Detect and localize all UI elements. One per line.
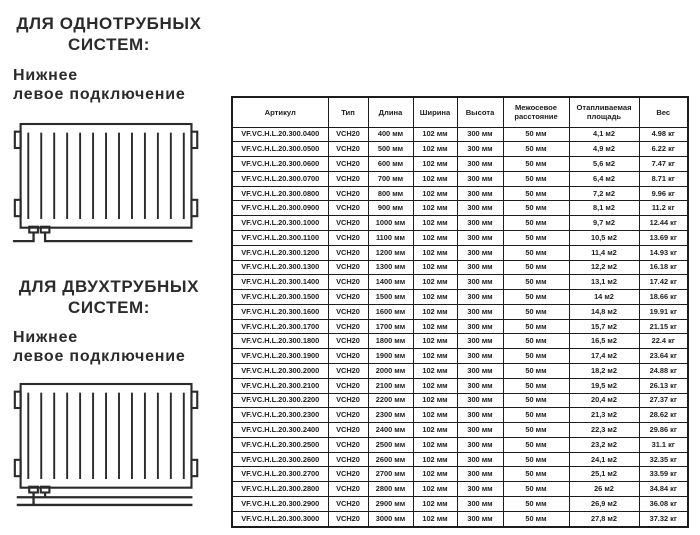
table-cell: 300 мм [457,186,503,201]
table-cell: VCH20 [328,349,368,364]
table-cell: VF.VC.H.L.20.300.0700 [232,171,328,186]
table-cell: 14 м2 [569,290,639,305]
table-cell: 50 мм [503,349,569,364]
table-cell: 8.71 кг [639,171,688,186]
table-cell: 500 мм [368,142,413,157]
table-row [232,290,688,305]
table-cell: 102 мм [413,186,457,201]
table-cell: 1000 мм [368,216,413,231]
table-cell: 50 мм [503,260,569,275]
table-cell: VCH20 [328,216,368,231]
table-cell: 50 мм [503,157,569,172]
table-cell: VCH20 [328,290,368,305]
table-row [232,437,688,452]
table-cell: 26,9 м2 [569,497,639,512]
single-pipe-section-title [0,13,218,55]
table-cell: VF.VC.H.L.20.300.1800 [232,334,328,349]
table-cell: 37.32 кг [639,511,688,527]
table-cell: 29.86 кг [639,423,688,438]
subtitle-line: левое подключение [13,86,186,103]
table-cell: 24,1 м2 [569,452,639,467]
table-row [232,378,688,393]
table-cell: 50 мм [503,127,569,142]
table-cell: 102 мм [413,497,457,512]
radiator-spec-table [231,96,689,528]
column-header: Межосевое расстояние [503,97,569,127]
table-cell: VCH20 [328,157,368,172]
table-cell: 400 мм [368,127,413,142]
table-cell: 16.18 кг [639,260,688,275]
table-cell: VCH20 [328,319,368,334]
table-cell: 1500 мм [368,290,413,305]
table-cell: VCH20 [328,230,368,245]
table-cell: 50 мм [503,452,569,467]
table-cell: 300 мм [457,142,503,157]
table-cell: VF.VC.H.L.20.300.2800 [232,482,328,497]
table-cell: 102 мм [413,482,457,497]
table-cell: 50 мм [503,423,569,438]
table-cell: 21,3 м2 [569,408,639,423]
table-cell: 23.64 кг [639,349,688,364]
table-cell: VF.VC.H.L.20.300.0800 [232,186,328,201]
table-cell: 11.2 кг [639,201,688,216]
table-cell: 50 мм [503,230,569,245]
table-cell: VCH20 [328,393,368,408]
table-cell: 102 мм [413,467,457,482]
table-cell: VCH20 [328,408,368,423]
table-cell: VCH20 [328,171,368,186]
table-cell: 19.91 кг [639,304,688,319]
table-cell: VCH20 [328,275,368,290]
table-cell: VF.VC.H.L.20.300.0900 [232,201,328,216]
table-cell: 14,8 м2 [569,304,639,319]
table-cell: 50 мм [503,186,569,201]
header-row [232,97,688,127]
radiator-two-pipe-drawing [11,379,203,509]
table-cell: 300 мм [457,230,503,245]
table-row [232,275,688,290]
table-row [232,245,688,260]
table-cell: VF.VC.H.L.20.300.1700 [232,319,328,334]
table-cell: 102 мм [413,230,457,245]
table-cell: VCH20 [328,378,368,393]
table-cell: 34.84 кг [639,482,688,497]
table-row [232,319,688,334]
table-cell: 23,2 м2 [569,437,639,452]
title-line: ДЛЯ ДВУХТРУБНЫХ [18,277,200,296]
table-cell: 1300 мм [368,260,413,275]
table-cell: 1900 мм [368,349,413,364]
table-cell: 33.59 кг [639,467,688,482]
table-cell: 18.66 кг [639,290,688,305]
table-cell: 26 м2 [569,482,639,497]
title-line: СИСТЕМ: [67,35,151,54]
table-cell: 300 мм [457,201,503,216]
table-cell: 50 мм [503,319,569,334]
table-row [232,452,688,467]
table-cell: 1600 мм [368,304,413,319]
table-cell: 2300 мм [368,408,413,423]
table-cell: 300 мм [457,437,503,452]
table-cell: 50 мм [503,171,569,186]
table-cell: 3000 мм [368,511,413,527]
table-cell: 102 мм [413,349,457,364]
table-cell: 2000 мм [368,364,413,379]
table-cell: 50 мм [503,142,569,157]
table-cell: 300 мм [457,245,503,260]
table-cell: 15,7 м2 [569,319,639,334]
table-cell: 6,4 м2 [569,171,639,186]
table-cell: VCH20 [328,452,368,467]
table-cell: 1200 мм [368,245,413,260]
table-cell: 300 мм [457,511,503,527]
table-cell: 2500 мм [368,437,413,452]
table-cell: 50 мм [503,275,569,290]
table-row [232,349,688,364]
table-cell: VF.VC.H.L.20.300.2700 [232,467,328,482]
table-cell: 24.88 кг [639,364,688,379]
table-cell: 25,1 м2 [569,467,639,482]
title-line: ДЛЯ ОДНОТРУБНЫХ [16,14,202,33]
table-cell: VF.VC.H.L.20.300.1600 [232,304,328,319]
table-cell: VCH20 [328,127,368,142]
table-cell: 50 мм [503,334,569,349]
table-cell: VF.VC.H.L.20.300.3000 [232,511,328,527]
table-cell: 300 мм [457,319,503,334]
table-cell: 7.47 кг [639,157,688,172]
table-cell: 50 мм [503,364,569,379]
radiator-single-pipe-drawing [11,119,203,249]
table-row [232,482,688,497]
table-cell: 1400 мм [368,275,413,290]
table-cell: 32.35 кг [639,452,688,467]
table-cell: VF.VC.H.L.20.300.2400 [232,423,328,438]
table-cell: 50 мм [503,290,569,305]
table-cell: 12.44 кг [639,216,688,231]
table-cell: 2800 мм [368,482,413,497]
table-row [232,511,688,527]
table-cell: VF.VC.H.L.20.300.2200 [232,393,328,408]
table-cell: 300 мм [457,275,503,290]
two-pipe-section-title [0,276,218,318]
table-cell: 102 мм [413,393,457,408]
table-row [232,334,688,349]
table-row [232,497,688,512]
table-cell: VCH20 [328,245,368,260]
table-cell: VF.VC.H.L.20.300.1100 [232,230,328,245]
table-cell: 10,5 м2 [569,230,639,245]
table-cell: 102 мм [413,216,457,231]
table-cell: VCH20 [328,497,368,512]
table-cell: VF.VC.H.L.20.300.2600 [232,452,328,467]
table-cell: 4,1 м2 [569,127,639,142]
table-cell: 102 мм [413,378,457,393]
table-cell: 300 мм [457,304,503,319]
table-cell: VF.VC.H.L.20.300.1300 [232,260,328,275]
table-cell: VCH20 [328,201,368,216]
table-row [232,230,688,245]
column-header: Вес [639,97,688,127]
table-row [232,408,688,423]
table-cell: 50 мм [503,497,569,512]
table-cell: 7,2 м2 [569,186,639,201]
connection-schemes-panel [0,0,228,535]
table-cell: VCH20 [328,334,368,349]
table-cell: 102 мм [413,334,457,349]
table-cell: 102 мм [413,201,457,216]
table-cell: VF.VC.H.L.20.300.1000 [232,216,328,231]
table-cell: 300 мм [457,127,503,142]
table-row [232,142,688,157]
column-header: Тип [328,97,368,127]
table-cell: 50 мм [503,393,569,408]
subtitle-line: левое подключение [13,348,186,365]
table-cell: 300 мм [457,334,503,349]
table-row [232,201,688,216]
table-cell: 300 мм [457,157,503,172]
table-cell: 36.08 кг [639,497,688,512]
table-cell: VCH20 [328,511,368,527]
table-cell: 50 мм [503,201,569,216]
table-cell: 22,3 м2 [569,423,639,438]
title-line: СИСТЕМ: [67,298,151,317]
table-cell: VF.VC.H.L.20.300.1500 [232,290,328,305]
table-cell: VCH20 [328,304,368,319]
table-cell: 800 мм [368,186,413,201]
table-cell: 102 мм [413,157,457,172]
table-cell: 300 мм [457,349,503,364]
table-cell: VF.VC.H.L.20.300.0400 [232,127,328,142]
radiator-two-pipe-diagram [11,379,203,509]
table-cell: VF.VC.H.L.20.300.2300 [232,408,328,423]
table-cell: 300 мм [457,260,503,275]
table-row [232,157,688,172]
table-cell: 102 мм [413,142,457,157]
table-row [232,186,688,201]
table-row [232,304,688,319]
table-cell: 9.96 кг [639,186,688,201]
table-cell: 50 мм [503,216,569,231]
table-cell: 300 мм [457,290,503,305]
table-cell: 300 мм [457,393,503,408]
table-cell: 12,2 м2 [569,260,639,275]
table-cell: 102 мм [413,245,457,260]
table-cell: 14.93 кг [639,245,688,260]
table-cell: 300 мм [457,452,503,467]
table-cell: 102 мм [413,127,457,142]
table-cell: 50 мм [503,304,569,319]
table-cell: 102 мм [413,171,457,186]
table-cell: VF.VC.H.L.20.300.2500 [232,437,328,452]
table-cell: 102 мм [413,408,457,423]
table-cell: 300 мм [457,467,503,482]
table-cell: 600 мм [368,157,413,172]
table-cell: VCH20 [328,437,368,452]
subtitle-line: Нижнее [13,67,78,84]
table-cell: 900 мм [368,201,413,216]
column-header: Артикул [232,97,328,127]
table-cell: 300 мм [457,497,503,512]
table-cell: 16,5 м2 [569,334,639,349]
table-cell: 50 мм [503,378,569,393]
table-cell: 1800 мм [368,334,413,349]
table-cell: VF.VC.H.L.20.300.1900 [232,349,328,364]
table-cell: 9,7 м2 [569,216,639,231]
column-header: Ширина [413,97,457,127]
table-cell: 300 мм [457,171,503,186]
table-cell: 300 мм [457,482,503,497]
column-header: Отапливаемая площадь [569,97,639,127]
table-cell: 102 мм [413,364,457,379]
table-row [232,467,688,482]
table-cell: VF.VC.H.L.20.300.2000 [232,364,328,379]
table-cell: 17,4 м2 [569,349,639,364]
table-cell: 1700 мм [368,319,413,334]
table-cell: 300 мм [457,423,503,438]
table-cell: 102 мм [413,304,457,319]
table-cell: 2400 мм [368,423,413,438]
table-cell: 50 мм [503,437,569,452]
spec-table-header [232,97,688,127]
table-cell: VF.VC.H.L.20.300.0500 [232,142,328,157]
table-cell: 11,4 м2 [569,245,639,260]
table-cell: 8,1 м2 [569,201,639,216]
table-cell: 50 мм [503,245,569,260]
table-cell: VCH20 [328,142,368,157]
table-row [232,260,688,275]
table-cell: 102 мм [413,437,457,452]
table-cell: 2100 мм [368,378,413,393]
two-pipe-connection-label [13,328,228,366]
table-cell: 4.98 кг [639,127,688,142]
table-cell: VF.VC.H.L.20.300.0600 [232,157,328,172]
table-cell: 5,6 м2 [569,157,639,172]
table-row [232,364,688,379]
column-header: Высота [457,97,503,127]
table-cell: 300 мм [457,408,503,423]
table-cell: 6.22 кг [639,142,688,157]
table-cell: 18,2 м2 [569,364,639,379]
table-cell: VCH20 [328,423,368,438]
table-cell: VCH20 [328,467,368,482]
table-row [232,216,688,231]
spec-table-body [232,127,688,527]
table-row [232,127,688,142]
table-cell: 27.37 кг [639,393,688,408]
table-cell: 22.4 кг [639,334,688,349]
table-cell: 50 мм [503,467,569,482]
radiator-single-pipe-diagram [11,119,203,249]
table-cell: 300 мм [457,378,503,393]
table-cell: 102 мм [413,319,457,334]
table-cell: 300 мм [457,364,503,379]
table-cell: 19,5 м2 [569,378,639,393]
table-cell: 1100 мм [368,230,413,245]
table-cell: 13.69 кг [639,230,688,245]
table-row [232,423,688,438]
table-cell: 102 мм [413,260,457,275]
table-row [232,171,688,186]
table-cell: 50 мм [503,511,569,527]
table-cell: 102 мм [413,452,457,467]
table-cell: 50 мм [503,482,569,497]
table-cell: 20,4 м2 [569,393,639,408]
table-cell: 2600 мм [368,452,413,467]
table-cell: 50 мм [503,408,569,423]
table-cell: 102 мм [413,275,457,290]
table-cell: 31.1 кг [639,437,688,452]
table-cell: VF.VC.H.L.20.300.2100 [232,378,328,393]
column-header: Длина [368,97,413,127]
table-cell: 700 мм [368,171,413,186]
table-cell: 102 мм [413,290,457,305]
table-row [232,393,688,408]
table-cell: 2700 мм [368,467,413,482]
table-cell: 102 мм [413,511,457,527]
table-cell: 13,1 м2 [569,275,639,290]
table-cell: VCH20 [328,260,368,275]
table-cell: 300 мм [457,216,503,231]
single-pipe-connection-label [13,66,228,104]
table-cell: VF.VC.H.L.20.300.1200 [232,245,328,260]
table-cell: 2200 мм [368,393,413,408]
table-cell: 17.42 кг [639,275,688,290]
table-cell: VF.VC.H.L.20.300.1400 [232,275,328,290]
table-cell: 2900 мм [368,497,413,512]
table-cell: VF.VC.H.L.20.300.2900 [232,497,328,512]
table-cell: VCH20 [328,186,368,201]
table-cell: 26.13 кг [639,378,688,393]
table-cell: 21.15 кг [639,319,688,334]
subtitle-line: Нижнее [13,329,78,346]
table-cell: 102 мм [413,423,457,438]
table-cell: 4,9 м2 [569,142,639,157]
table-cell: VCH20 [328,482,368,497]
table-cell: 27,8 м2 [569,511,639,527]
table-cell: 28.62 кг [639,408,688,423]
table-cell: VCH20 [328,364,368,379]
